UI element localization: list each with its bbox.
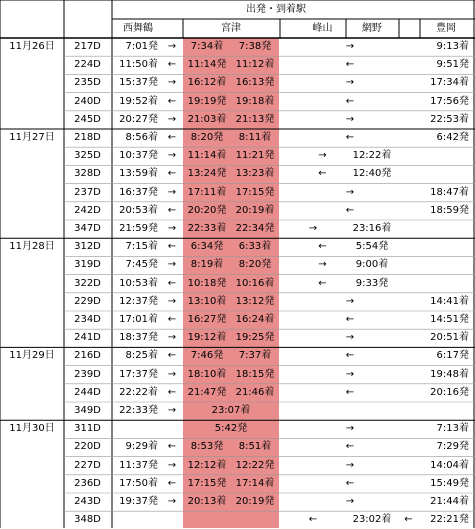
- span-arrow: →: [345, 295, 355, 307]
- toyooka-time: 14:04着: [430, 459, 469, 471]
- train-number: 311D: [74, 423, 101, 435]
- toyooka-time: 20:16発: [430, 386, 469, 398]
- mineyama-arrow: ←: [318, 168, 327, 180]
- span-arrow: ←: [308, 514, 318, 526]
- amino-time: 5:54発: [355, 241, 389, 253]
- span-arrow: →: [308, 223, 318, 234]
- train-number: 224D: [74, 59, 101, 71]
- header-station-mineyama: 峰山: [312, 23, 333, 34]
- nishimaizuru-time: 17:37発: [119, 368, 158, 380]
- direction-arrow: ←: [167, 314, 177, 325]
- train-number: 216D: [74, 350, 101, 362]
- miyazu-time-b: 10:16着: [235, 277, 275, 289]
- toyooka-time: 20:51着: [430, 332, 469, 344]
- nishimaizuru-time: 7:45発: [125, 259, 158, 271]
- nishimaizuru-time: 8:56着: [125, 132, 158, 143]
- train-number: 328D: [74, 168, 101, 180]
- miyazu-time-b: 22:34発: [235, 223, 275, 234]
- direction-arrow: →: [167, 223, 177, 234]
- toyooka-time: 17:34着: [430, 77, 469, 89]
- nishimaizuru-time: 19:37発: [119, 496, 158, 507]
- direction-arrow: ←: [167, 386, 177, 398]
- day-date: 11月27日: [9, 132, 55, 143]
- amino-time: 9:33発: [355, 277, 389, 289]
- day-date: 11月30日: [9, 423, 55, 435]
- miyazu-time-a: 13:24発: [187, 168, 227, 180]
- miyazu-time-a: 18:10着: [187, 368, 227, 380]
- miyazu-time-a: 19:12着: [187, 332, 227, 344]
- nishimaizuru-time: 11:37発: [119, 459, 158, 471]
- train-number: 241D: [74, 332, 101, 344]
- span-arrow: ←: [345, 204, 355, 216]
- header-station-amino: 網野: [362, 23, 382, 34]
- miyazu-time-a: 21:47発: [187, 386, 227, 398]
- train-number: 239D: [74, 368, 101, 380]
- miyazu-time: 23:07着: [211, 405, 251, 416]
- nishimaizuru-time: 20:27発: [119, 113, 158, 125]
- nishimaizuru-time: 15:37発: [119, 77, 158, 89]
- mineyama-arrow: →: [318, 150, 327, 162]
- toyooka-time: 9:51発: [436, 59, 469, 71]
- train-number: 325D: [74, 150, 101, 162]
- direction-arrow: ←: [167, 59, 177, 71]
- train-number: 218D: [74, 132, 101, 143]
- miyazu-time-a: 8:53発: [190, 441, 224, 453]
- nishimaizuru-time: 18:37発: [119, 332, 158, 344]
- toyooka-time: 6:17発: [436, 350, 469, 362]
- amino-time: 23:02着: [352, 514, 392, 526]
- miyazu-time-a: 16:27発: [187, 314, 227, 325]
- span-arrow: ←: [345, 95, 355, 107]
- train-number: 245D: [74, 113, 101, 125]
- direction-arrow: →: [167, 259, 177, 271]
- direction-arrow: ←: [167, 168, 177, 180]
- miyazu-time-b: 20:19着: [235, 204, 275, 216]
- span-arrow: →: [345, 77, 355, 89]
- nishimaizuru-time: 20:53着: [119, 204, 158, 216]
- miyazu-time-b: 20:19発: [235, 496, 275, 507]
- span-arrow: ←: [345, 59, 355, 71]
- miyazu-time-a: 19:19発: [187, 95, 227, 107]
- direction-arrow: ←: [167, 441, 177, 453]
- day-date: 11月26日: [9, 41, 55, 52]
- miyazu-time-a: 11:14発: [187, 59, 227, 71]
- direction-arrow: →: [167, 405, 177, 416]
- mineyama-arrow: ←: [318, 241, 327, 253]
- miyazu-time-b: 8:20発: [238, 259, 272, 271]
- nishimaizuru-time: 10:37発: [119, 150, 158, 162]
- nishimaizuru-time: 21:59発: [119, 223, 158, 234]
- toyooka-time: 18:59発: [430, 204, 469, 216]
- miyazu-time-a: 7:34着: [190, 41, 224, 52]
- miyazu-time-b: 17:15発: [235, 186, 275, 198]
- miyazu-time-a: 16:12着: [187, 77, 227, 89]
- miyazu-time-b: 13:23着: [235, 168, 275, 180]
- miyazu-time-a: 11:14着: [187, 150, 227, 162]
- span-arrow: →: [345, 423, 355, 435]
- miyazu-time-b: 18:15発: [235, 368, 275, 380]
- train-number: 229D: [74, 295, 101, 307]
- train-number: 236D: [74, 477, 101, 489]
- miyazu-time-a: 12:12着: [187, 459, 227, 471]
- nishimaizuru-time: 9:29着: [125, 441, 158, 453]
- nishimaizuru-time: 22:33発: [119, 405, 158, 416]
- miyazu-time-b: 7:37着: [238, 350, 272, 362]
- toyooka-time: 7:29発: [436, 441, 469, 453]
- amino-time: 23:16着: [352, 223, 392, 234]
- miyazu-time-a: 20:20発: [187, 204, 227, 216]
- miyazu-time-b: 12:22発: [235, 459, 275, 471]
- train-number: 349D: [74, 405, 101, 416]
- amino-time: 9:00着: [355, 259, 389, 271]
- miyazu-time-b: 17:14着: [235, 477, 275, 489]
- miyazu-time-a: 17:15発: [187, 477, 227, 489]
- header-station-nishimaizuru: 西舞鶴: [123, 23, 153, 34]
- span-arrow: ←: [345, 350, 355, 362]
- miyazu-time-a: 8:19着: [190, 259, 224, 271]
- direction-arrow: ←: [167, 350, 177, 362]
- miyazu-time-a: 7:46発: [190, 350, 224, 362]
- direction-arrow: ←: [167, 132, 177, 143]
- toyooka-time: 14:51発: [430, 314, 469, 325]
- span-arrow: →: [345, 332, 355, 344]
- direction-arrow: →: [167, 459, 177, 471]
- toyooka-time: 22:53着: [430, 113, 469, 125]
- direction-arrow: →: [167, 496, 177, 507]
- direction-arrow: ←: [167, 241, 177, 253]
- direction-arrow: →: [167, 186, 177, 198]
- train-number: 220D: [74, 441, 101, 453]
- toyooka-time: 22:21発: [430, 514, 469, 526]
- miyazu-time-a: 6:34発: [190, 241, 224, 253]
- span-arrow: →: [345, 113, 355, 125]
- span-arrow: →: [345, 496, 355, 507]
- miyazu-time-b: 21:13発: [235, 113, 275, 125]
- miyazu-time-b: 13:12発: [235, 295, 275, 307]
- train-number: 234D: [74, 314, 101, 325]
- train-number: 312D: [74, 241, 101, 253]
- miyazu-time-b: 19:18着: [235, 95, 275, 107]
- nishimaizuru-time: 19:52着: [119, 95, 158, 107]
- miyazu-time-b: 16:13発: [235, 77, 275, 89]
- toyooka-time: 7:13着: [436, 423, 469, 435]
- direction-arrow: ←: [167, 95, 177, 107]
- miyazu-time-a: 20:13着: [187, 496, 227, 507]
- span-arrow: ←: [345, 477, 355, 489]
- direction-arrow: ←: [167, 277, 177, 289]
- nishimaizuru-time: 17:50着: [119, 477, 158, 489]
- nishimaizuru-time: 7:01発: [125, 41, 158, 52]
- span-arrow: →: [345, 186, 355, 198]
- train-number: 237D: [74, 186, 101, 198]
- direction-arrow: →: [167, 368, 177, 380]
- nishimaizuru-time: 16:37発: [119, 186, 158, 198]
- train-number: 227D: [74, 459, 101, 471]
- toyooka-time: 19:48着: [430, 368, 469, 380]
- amino-arrow: ←: [404, 514, 413, 526]
- train-number: 242D: [74, 204, 101, 216]
- toyooka-time: 21:44着: [430, 496, 469, 507]
- train-number: 235D: [74, 77, 101, 89]
- nishimaizuru-time: 10:53着: [119, 277, 158, 289]
- toyooka-time: 14:41着: [430, 295, 469, 307]
- train-number: 322D: [74, 277, 101, 289]
- toyooka-time: 17:56発: [430, 95, 469, 107]
- toyooka-time: 18:47着: [430, 186, 469, 198]
- direction-arrow: →: [167, 150, 177, 162]
- train-number: 348D: [74, 514, 101, 526]
- nishimaizuru-time: 11:50着: [119, 59, 158, 71]
- train-number: 243D: [74, 496, 101, 507]
- span-arrow: →: [345, 41, 355, 52]
- miyazu-time-b: 11:21発: [235, 150, 275, 162]
- span-arrow: →: [345, 459, 355, 471]
- toyooka-time: 9:13着: [436, 41, 469, 52]
- amino-time: 12:40発: [352, 168, 392, 180]
- miyazu-time-b: 8:51着: [238, 441, 272, 453]
- miyazu-time-b: 16:24着: [235, 314, 275, 325]
- miyazu-time-a: 17:11着: [187, 186, 227, 198]
- miyazu-time-a: 22:33着: [187, 223, 227, 234]
- nishimaizuru-time: 17:01着: [119, 314, 158, 325]
- miyazu-time-a: 21:03着: [187, 113, 227, 125]
- nishimaizuru-time: 22:22着: [119, 386, 158, 398]
- train-number: 217D: [74, 41, 101, 52]
- header-group-label: 出発・到着駅: [246, 4, 306, 15]
- train-number: 347D: [74, 223, 101, 234]
- direction-arrow: ←: [167, 204, 177, 216]
- train-number: 319D: [74, 259, 101, 271]
- train-number: 240D: [74, 95, 101, 107]
- day-date: 11月29日: [9, 350, 55, 362]
- miyazu-time-a: 10:18発: [187, 277, 227, 289]
- miyazu-time-b: 7:38発: [238, 41, 272, 52]
- direction-arrow: ←: [167, 477, 177, 489]
- span-arrow: →: [345, 368, 355, 380]
- miyazu-time-b: 11:12着: [235, 59, 275, 71]
- toyooka-time: 15:49発: [430, 477, 469, 489]
- miyazu-time-b: 8:11着: [238, 132, 272, 143]
- mineyama-arrow: ←: [318, 277, 327, 289]
- miyazu-time-b: 19:25発: [235, 332, 275, 344]
- span-arrow: ←: [345, 132, 355, 143]
- nishimaizuru-time: 12:37発: [119, 295, 158, 307]
- span-arrow: ←: [345, 314, 355, 325]
- day-date: 11月28日: [9, 241, 55, 253]
- nishimaizuru-time: 13:59着: [119, 168, 158, 180]
- direction-arrow: →: [167, 77, 177, 89]
- miyazu-time-b: 21:46着: [235, 386, 275, 398]
- span-arrow: ←: [345, 386, 355, 398]
- direction-arrow: →: [167, 41, 177, 52]
- miyazu-time: 5:42発: [214, 423, 248, 435]
- toyooka-time: 6:42発: [436, 132, 469, 143]
- train-number: 244D: [74, 386, 101, 398]
- miyazu-time-a: 13:10着: [187, 295, 227, 307]
- miyazu-time-b: 6:33着: [238, 241, 272, 253]
- header-station-miyazu: 宮津: [221, 23, 241, 34]
- header-station-toyooka: 豊岡: [436, 23, 456, 34]
- nishimaizuru-time: 7:15着: [125, 241, 158, 253]
- direction-arrow: →: [167, 295, 177, 307]
- nishimaizuru-time: 8:25着: [125, 350, 158, 362]
- mineyama-arrow: →: [318, 259, 327, 271]
- span-arrow: ←: [345, 441, 355, 453]
- direction-arrow: →: [167, 113, 177, 125]
- miyazu-time-a: 8:20発: [190, 132, 224, 143]
- direction-arrow: →: [167, 332, 177, 344]
- amino-time: 12:22着: [352, 150, 392, 162]
